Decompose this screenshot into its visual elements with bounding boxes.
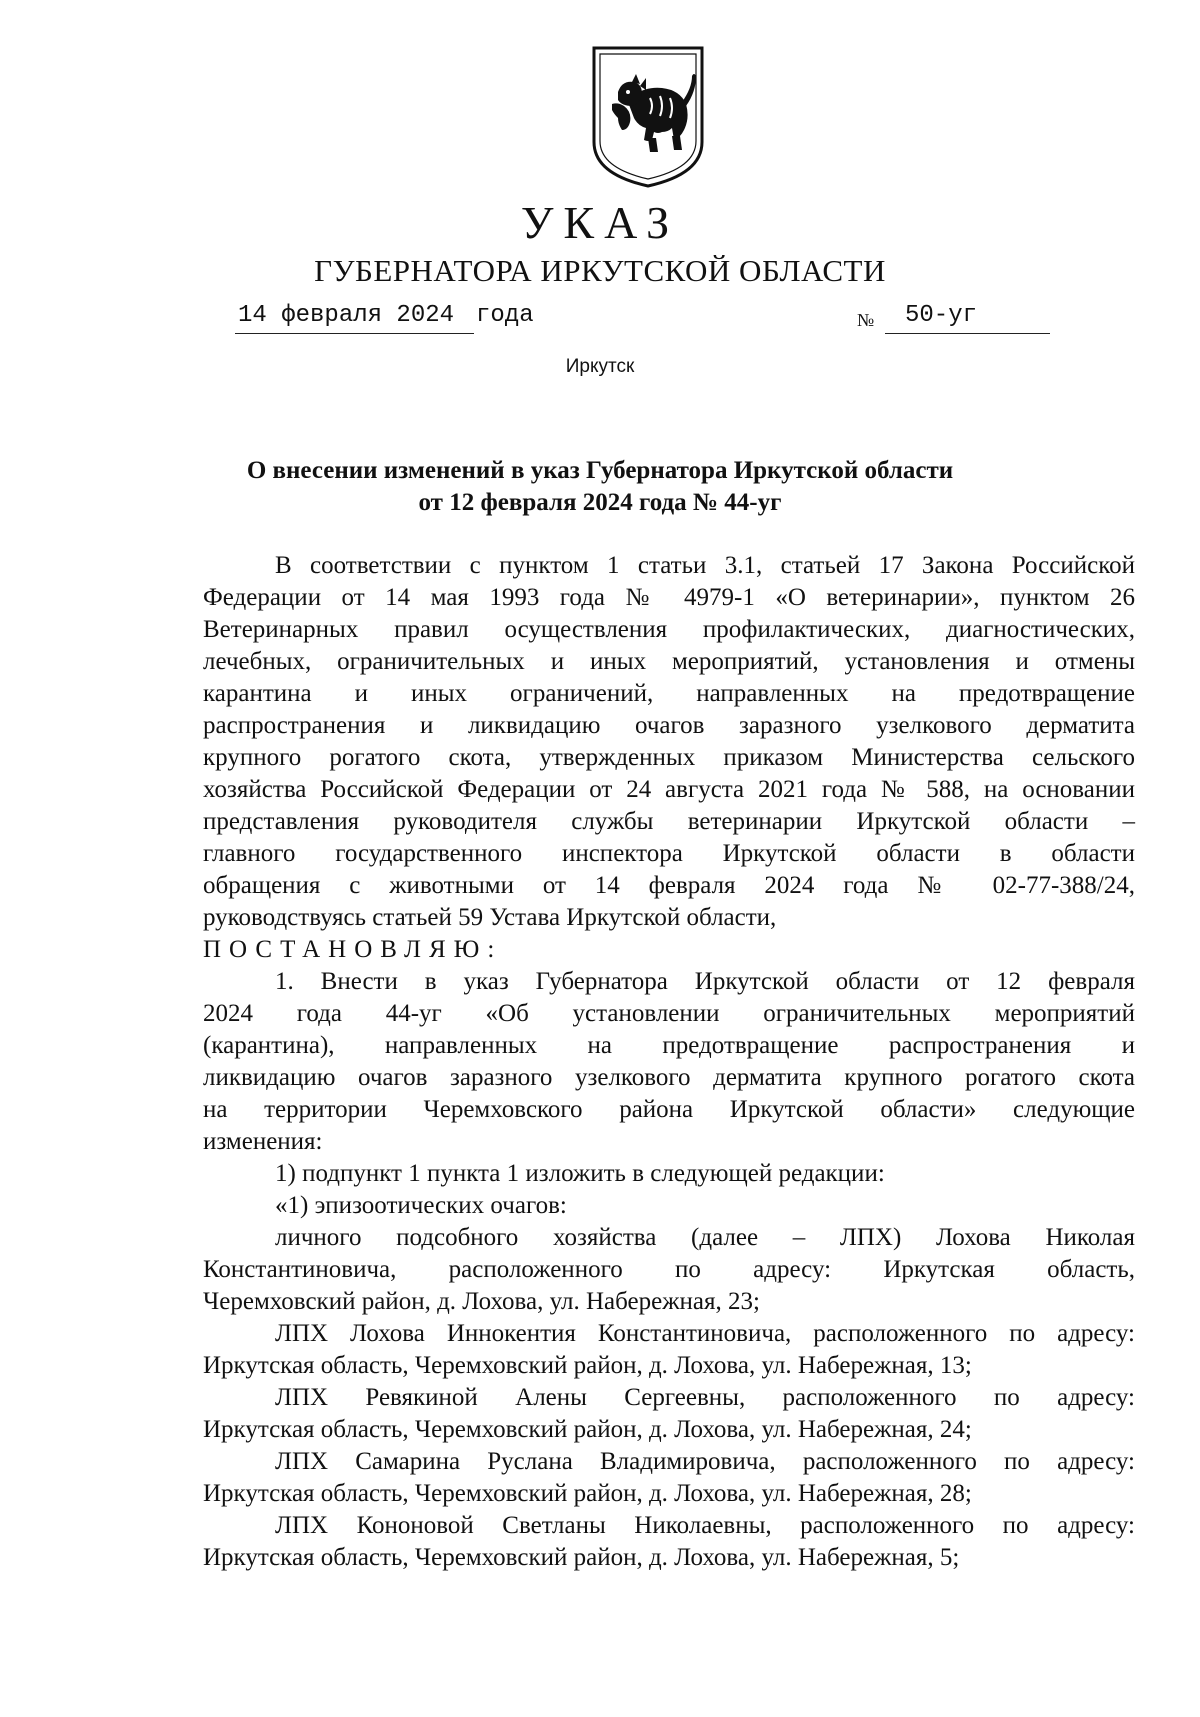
decree-word: ПОСТАНОВЛЯЮ:	[203, 936, 503, 963]
item1-line: на территории Черемховского района Иркутской области» следующие	[203, 1096, 1135, 1123]
date-number-row	[0, 302, 1200, 342]
preamble-line: руководствуясь статьей 59 Устава Иркутской области,	[203, 904, 777, 931]
number-sign: №	[857, 310, 875, 330]
irkutsk-coat-of-arms-icon	[588, 42, 708, 190]
preamble-line: главного государственного инспектора Иркутской области в области	[203, 840, 1135, 867]
document-date: 14 февраля 2024	[235, 302, 474, 334]
farm-line: ЛПХ Кононовой Светланы Николаевны, расположенного по адресу:	[275, 1512, 1135, 1539]
farm-line: Черемховский район, д. Лохова, ул. Набережная, 23;	[203, 1288, 760, 1315]
document-number: 50-уг	[885, 302, 1050, 334]
farm-line: Иркутская область, Черемховский район, д. Лохова, ул. Набережная, 13;	[203, 1352, 972, 1379]
preamble-line: распространения и ликвидацию очагов заразного узелкового дерматита	[203, 712, 1135, 739]
preamble-line: хозяйства Российской Федерации от 24 августа 2021 года № 588, на основании	[203, 776, 1135, 803]
preamble-line: карантина и иных ограничений, направленных на предотвращение	[203, 680, 1135, 707]
preamble-line: Ветеринарных правил осуществления профилактических, диагностических,	[203, 616, 1135, 643]
item1-line: 2024 года 44-уг «Об установлении ограничительных мероприятий	[203, 1000, 1135, 1027]
item1-line: 1. Внести в указ Губернатора Иркутской области от 12 февраля	[275, 968, 1135, 995]
subitem1: 1) подпункт 1 пункта 1 изложить в следующей редакции:	[275, 1160, 885, 1187]
foci-heading: «1) эпизоотических очагов:	[275, 1192, 567, 1219]
preamble-line: крупного рогатого скота, утвержденных приказом Министерства сельского	[203, 744, 1135, 771]
document-subtitle: ГУБЕРНАТОРА ИРКУТСКОЙ ОБЛАСТИ	[314, 253, 886, 288]
item1-line: изменения:	[203, 1128, 323, 1155]
preamble-line: обращения с животными от 14 февраля 2024 года № 02-77-388/24,	[203, 872, 1135, 899]
preamble-line: Федерации от 14 мая 1993 года № 4979-1 «О ветеринарии», пунктом 26	[203, 584, 1135, 611]
farm-line: ЛПХ Лохова Иннокентия Константиновича, расположенного по адресу:	[275, 1320, 1135, 1347]
document-title: УКАЗ	[520, 197, 680, 248]
document-body	[203, 550, 1135, 1574]
farm-line: ЛПХ Ревякиной Алены Сергеевны, расположенного по адресу:	[275, 1384, 1135, 1411]
heading-line: О внесении изменений в указ Губернатора Иркутской области	[246, 457, 954, 484]
farm-line: Константиновича, расположенного по адресу: Иркутская область,	[203, 1256, 1135, 1283]
farm-line: Иркутская область, Черемховский район, д. Лохова, ул. Набережная, 5;	[203, 1544, 960, 1571]
farm-line: Иркутская область, Черемховский район, д. Лохова, ул. Набережная, 24;	[203, 1416, 972, 1443]
preamble-line: представления руководителя службы ветеринарии Иркутской области –	[203, 808, 1135, 835]
item1-line: ликвидацию очагов заразного узелкового дерматита крупного рогатого скота	[203, 1064, 1135, 1091]
document-heading	[0, 455, 1200, 519]
farm-line: ЛПХ Самарина Руслана Владимировича, расположенного по адресу:	[275, 1448, 1135, 1475]
farm-line: личного подсобного хозяйства (далее – ЛПХ) Лохова Николая	[275, 1224, 1135, 1251]
heading-line: от 12 февраля 2024 года № 44-уг	[418, 489, 782, 516]
item1-line: (карантина), направленных на предотвращение распространения и	[203, 1032, 1135, 1059]
document-city: Иркутск	[565, 356, 635, 377]
preamble-line: В соответствии с пунктом 1 статьи 3.1, статьей 17 Закона Российской	[275, 552, 1135, 579]
preamble-line: лечебных, ограничительных и иных мероприятий, установления и отмены	[203, 648, 1135, 675]
date-suffix: года	[476, 302, 534, 329]
farm-line: Иркутская область, Черемховский район, д. Лохова, ул. Набережная, 28;	[203, 1480, 972, 1507]
